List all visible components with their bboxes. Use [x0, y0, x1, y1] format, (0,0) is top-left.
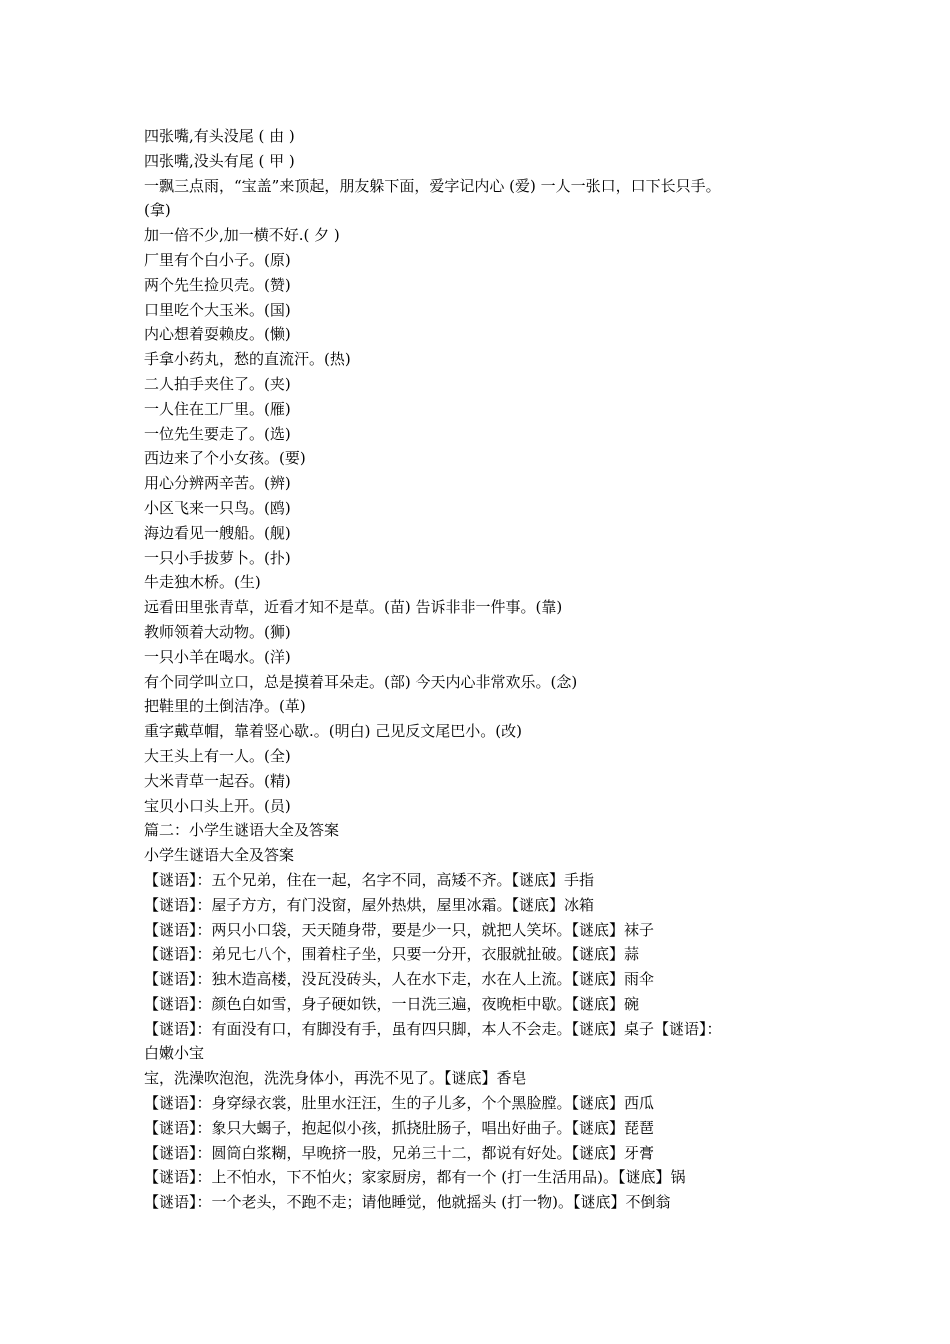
riddle-line: 【谜语】：有面没有口，有脚没有手，虽有四只脚，本人不会走。【谜底】桌子【谜语】： — [144, 1019, 722, 1038]
text-line: 海边看见一艘船。(舰) — [144, 523, 291, 542]
riddle-line: 白嫩小宝 — [144, 1044, 205, 1063]
text-line: 内心想着耍赖皮。(懒) — [144, 325, 291, 344]
text-line: 用心分辨两辛苦。(辨) — [144, 474, 291, 493]
text-line: 厂里有个白小子。(原) — [144, 250, 291, 269]
text-line: 一只小羊在喝水。(洋) — [144, 647, 291, 666]
text-line: (拿) — [144, 201, 171, 220]
riddle-line: 【谜语】：五个兄弟，住在一起，名字不同，高矮不齐。【谜底】手指 — [144, 870, 595, 889]
riddle-line: 【谜语】：象只大蝎子，抱起似小孩，抓挠肚肠子，唱出好曲子。【谜底】琵琶 — [144, 1118, 655, 1137]
riddle-line: 【谜语】：屋子方方，有门没窗，屋外热烘，屋里冰霜。【谜底】冰箱 — [144, 895, 595, 914]
riddle-line: 【谜语】：上不怕水，下不怕火；家家厨房，都有一个 (打一生活用品)。【谜底】锅 — [144, 1168, 686, 1187]
text-line: 西边来了个小女孩。(要) — [144, 449, 306, 468]
riddle-line: 宝，洗澡吹泡泡，洗洗身体小，再洗不见了。【谜底】香皂 — [144, 1069, 527, 1088]
text-line: 小区飞来一只鸟。(鸥) — [144, 498, 291, 517]
text-line: 把鞋里的土倒洁净。(革) — [144, 697, 306, 716]
text-line: 一位先生要走了。(选) — [144, 424, 291, 443]
text-line: 两个先生捡贝壳。(赞) — [144, 275, 291, 294]
document-body — [144, 124, 824, 1215]
text-line: 一人住在工厂里。(雁) — [144, 399, 291, 418]
text-line: 大米青草一起吞。(精) — [144, 771, 291, 790]
section-heading: 篇二：小学生谜语大全及答案 — [144, 821, 340, 840]
text-line: 教师领着大动物。(狮) — [144, 622, 291, 641]
riddle-line: 【谜语】：一个老头，不跑不走；请他睡觉，他就摇头 (打一物)。【谜底】不倒翁 — [144, 1193, 671, 1212]
section-subheading: 小学生谜语大全及答案 — [144, 846, 295, 865]
text-line: 加一倍不少,加一横不好.( 夕 ) — [144, 226, 340, 245]
riddle-line: 【谜语】：身穿绿衣裳，肚里水汪汪，生的子儿多，个个黑脸膛。【谜底】西瓜 — [144, 1094, 655, 1113]
text-line: 一只小手拔萝卜。(扑) — [144, 548, 291, 567]
riddle-line: 【谜语】：圆筒白浆糊，早晚挤一股，兄弟三十二，都说有好处。【谜底】牙膏 — [144, 1143, 655, 1162]
riddle-line: 【谜语】：颜色白如雪，身子硬如铁，一日洗三遍，夜晚柜中歇。【谜底】碗 — [144, 994, 640, 1013]
riddle-line: 【谜语】：独木造高楼，没瓦没砖头，人在水下走，水在人上流。【谜底】雨伞 — [144, 970, 655, 989]
text-line: 重字戴草帽，靠着竖心歇.。(明白) 己见反文尾巴小。(改) — [144, 722, 522, 741]
text-line: 大王头上有一人。(全) — [144, 746, 291, 765]
text-line: 四张嘴,没头有尾 ( 甲 ) — [144, 151, 295, 170]
riddle-line: 【谜语】：弟兄七八个，围着柱子坐，只要一分开，衣服就扯破。【谜底】蒜 — [144, 945, 640, 964]
text-line: 一飘三点雨，“宝盖”来顶起，朋友躲下面，爱字记内心 (爱) 一人一张口，口下长只手。 — [144, 176, 721, 195]
text-line: 远看田里张青草，近看才知不是草。(苗) 告诉非非一件事。(靠) — [144, 598, 563, 617]
text-line: 牛走独木桥。(生) — [144, 573, 261, 592]
riddle-line: 【谜语】：两只小口袋，天天随身带，要是少一只，就把人笑坏。【谜底】袜子 — [144, 920, 655, 939]
text-line: 二人拍手夹住了。(夹) — [144, 374, 291, 393]
text-line: 四张嘴,有头没尾 ( 由 ) — [144, 127, 295, 145]
text-line: 手拿小药丸，愁的直流汗。(热) — [144, 350, 351, 369]
text-line: 宝贝小口头上开。(员) — [144, 796, 291, 815]
text-line: 口里吃个大玉米。(国) — [144, 300, 291, 319]
text-line: 有个同学叫立口，总是摸着耳朵走。(部) 今天内心非常欢乐。(念) — [144, 672, 578, 691]
